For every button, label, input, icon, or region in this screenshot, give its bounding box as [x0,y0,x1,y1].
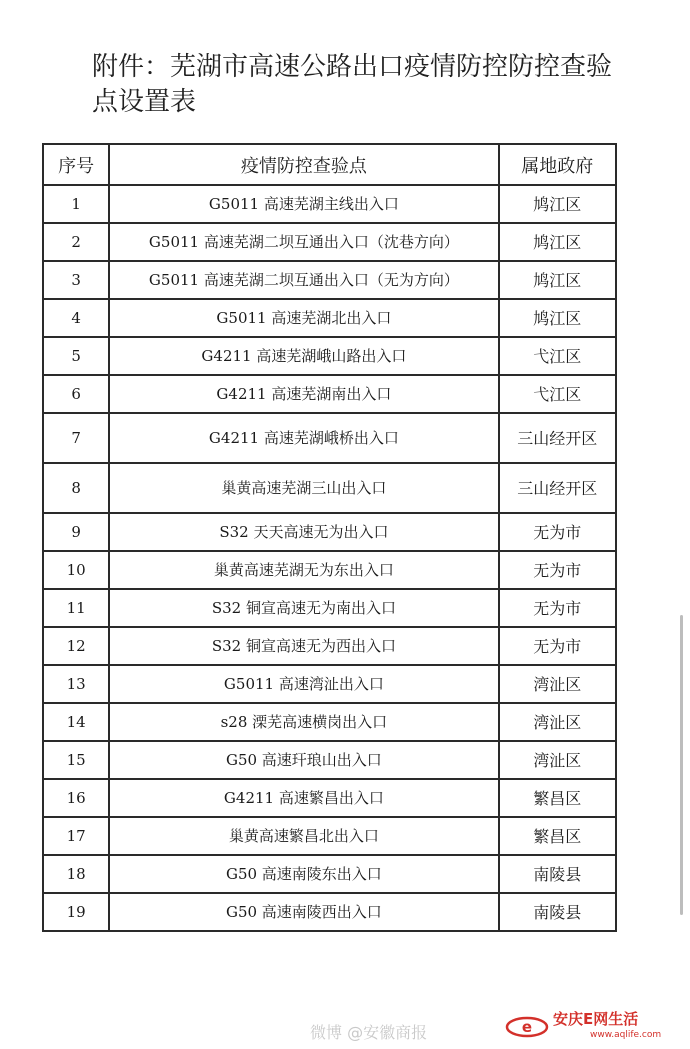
serial-number-cell: 3 [43,261,109,299]
checkpoint-cell: G50 高速南陵西出入口 [109,893,498,931]
checkpoint-cell: G5011 高速芜湖主线出入口 [109,185,498,223]
table-row [43,299,616,337]
serial-number-cell: 17 [43,817,109,855]
local-government-cell: 繁昌区 [499,779,616,817]
local-government-cell: 弋江区 [499,375,616,413]
checkpoint-cell: G50 高速玕琅山出入口 [109,741,498,779]
table-row [43,223,616,261]
serial-number-cell: 5 [43,337,109,375]
table-row [43,375,616,413]
local-government-cell: 鸠江区 [499,185,616,223]
site-name-watermark: 安庆E网生活 [553,1010,639,1028]
checkpoint-cell: G4211 高速芜湖南出入口 [109,375,498,413]
checkpoint-cell: G5011 高速芜湖北出入口 [109,299,498,337]
serial-number-cell: 6 [43,375,109,413]
local-government-cell: 鸠江区 [499,223,616,261]
local-government-cell: 湾沚区 [499,665,616,703]
table-row [43,703,616,741]
header-checkpoint: 疫情防控查验点 [109,144,498,185]
table-body [43,185,616,931]
local-government-cell: 鸠江区 [499,261,616,299]
serial-number-cell: 11 [43,589,109,627]
checkpoint-cell: G5011 高速湾沚出入口 [109,665,498,703]
table-row [43,185,616,223]
table-row [43,627,616,665]
serial-number-cell: 9 [43,513,109,551]
serial-number-cell: 19 [43,893,109,931]
local-government-cell: 无为市 [499,551,616,589]
table-row [43,779,616,817]
local-government-cell: 弋江区 [499,337,616,375]
serial-number-cell: 13 [43,665,109,703]
serial-number-cell: 7 [43,413,109,463]
local-government-cell: 南陵县 [499,855,616,893]
table-row [43,551,616,589]
table-row [43,893,616,931]
serial-number-cell: 16 [43,779,109,817]
checkpoint-cell: G4211 高速芜湖峨桥出入口 [109,413,498,463]
local-government-cell: 湾沚区 [499,741,616,779]
checkpoint-cell: 巢黄高速芜湖无为东出入口 [109,551,498,589]
serial-number-cell: 4 [43,299,109,337]
local-government-cell: 无为市 [499,627,616,665]
table-row [43,817,616,855]
checkpoint-cell: G4211 高速芜湖峨山路出入口 [109,337,498,375]
site-url-watermark: www.aqlife.com [590,1030,662,1040]
checkpoint-cell: S32 天天高速无为出入口 [109,513,498,551]
serial-number-cell: 12 [43,627,109,665]
document-title: 附件：芜湖市高速公路出口疫情防控防控查验点设置表 [92,52,613,117]
local-government-cell: 无为市 [499,589,616,627]
table-row [43,261,616,299]
scrollbar[interactable] [680,615,683,915]
serial-number-cell: 15 [43,741,109,779]
checkpoint-cell: G4211 高速繁昌出入口 [109,779,498,817]
serial-number-cell: 14 [43,703,109,741]
local-government-cell: 繁昌区 [499,817,616,855]
watermark [0,1010,690,1049]
checkpoint-cell: S32 铜宣高速无为南出入口 [109,589,498,627]
serial-number-cell: 8 [43,463,109,513]
site-logo-icon [505,1010,549,1040]
local-government-cell: 三山经开区 [499,463,616,513]
table-row [43,513,616,551]
checkpoint-cell: G5011 高速芜湖二坝互通出入口（沈巷方向） [109,223,498,261]
checkpoint-table [42,143,617,932]
table-row [43,855,616,893]
table-row [43,413,616,463]
local-government-cell: 南陵县 [499,893,616,931]
checkpoint-cell: s28 溧芜高速横岗出入口 [109,703,498,741]
local-government-cell: 鸠江区 [499,299,616,337]
svg-text:e: e [521,1018,533,1036]
table-row [43,665,616,703]
local-government-cell: 湾沚区 [499,703,616,741]
checkpoint-cell: 巢黄高速繁昌北出入口 [109,817,498,855]
local-government-cell: 三山经开区 [499,413,616,463]
serial-number-cell: 18 [43,855,109,893]
table-row [43,337,616,375]
table-row [43,589,616,627]
local-government-cell: 无为市 [499,513,616,551]
serial-number-cell: 1 [43,185,109,223]
weibo-watermark: 微博 @安徽商报 [310,1023,428,1042]
header-local-government: 属地政府 [499,144,616,185]
checkpoint-cell: G5011 高速芜湖二坝互通出入口（无为方向） [109,261,498,299]
table-header-row [43,144,616,185]
table-row [43,741,616,779]
checkpoint-cell: S32 铜宣高速无为西出入口 [109,627,498,665]
table-row [43,463,616,513]
checkpoint-cell: G50 高速南陵东出入口 [109,855,498,893]
serial-number-cell: 10 [43,551,109,589]
serial-number-cell: 2 [43,223,109,261]
header-serial-number: 序号 [43,144,109,185]
checkpoint-cell: 巢黄高速芜湖三山出入口 [109,463,498,513]
